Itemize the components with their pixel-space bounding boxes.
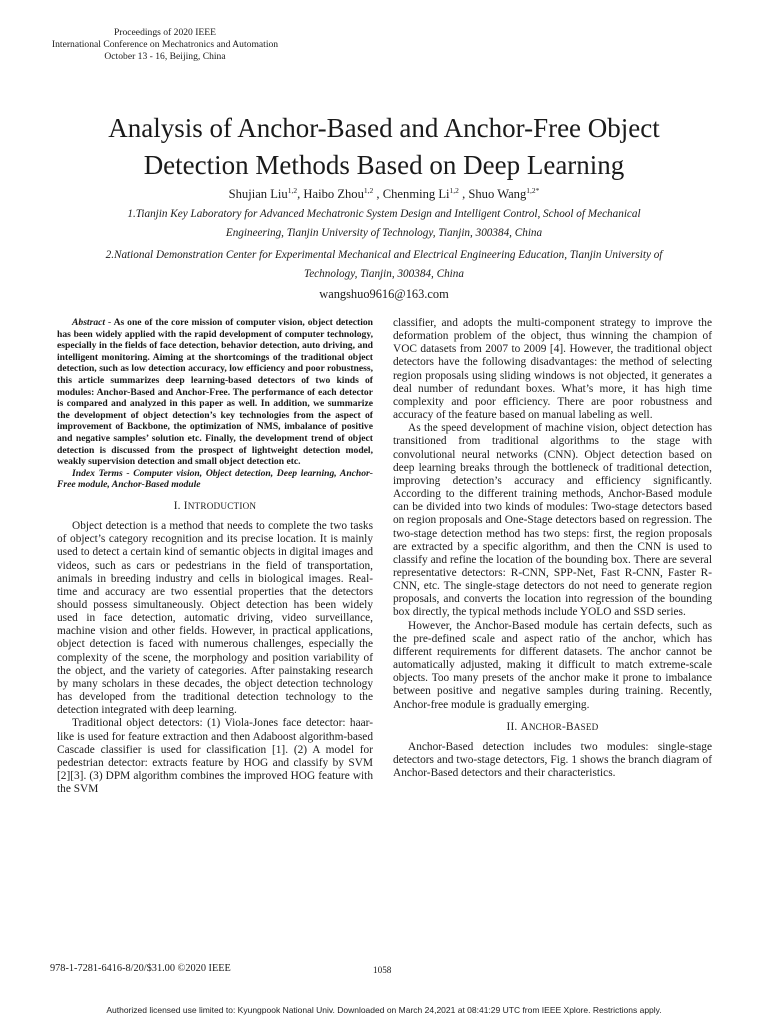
- index-terms: [57, 468, 373, 491]
- proceedings-line: Proceedings of 2020 IEEE: [113, 27, 217, 38]
- author-separator: ,: [373, 187, 383, 202]
- affiliation-1: [60, 205, 708, 242]
- abstract-text: As one of the core mission of computer vision, object detection has been widely applied with the rapid development of computer technology, especially in the fields of face detection, behavior detection, auto driving, and intelligent monitoring. Aiming at the shortcomings of the traditional object detection, such as low detection accuracy, low efficiency and poor robustness, this article summarizes deep learning-based detectors of two kinds of modules: Anchor-Based and Anchor-Free. The performance of each detector is compared and analyzed in this paper as well. In addition, we summarize the development of object detection’s key technologies from the aspect of improvement of Backbone, the optimization of NMS, imbalance of positive and negative samples’ solution etc. Finally, the development trend of object detection is discussed from the prospect of lightweight detection model, weakly supervision detection and small object detection etc.: [57, 317, 373, 468]
- title-line-1: Analysis of Anchor-Based and Anchor-Free Object: [108, 113, 660, 143]
- section-heading-initial: B: [565, 720, 574, 733]
- body-paragraph: Traditional object detectors: (1) Viola-Jones face detector: haar-like is used for feature extraction and then Adaboost algorithm-based Cascade classifier is used for classification [1]. (2) A model for pedestrian detector: extracts feature by HOG and classify by SVM [2][3]. (3) DPM algorithm combines the improved HOG feature with the SVM: [57, 717, 373, 796]
- license-notice: Authorized licensed use limited to: Kyungpook National Univ. Downloaded on March 24,2021 at 08:41:29 UTC from IEEE Xplore. Restrictions apply.: [106, 1005, 662, 1015]
- abstract: [57, 317, 373, 468]
- section-heading-initial: I: [183, 499, 188, 512]
- index-terms-text: Computer vision, Object detection, Deep learning, Anchor-Free module, Anchor-Based module: [57, 467, 373, 491]
- section-numeral: II.: [506, 720, 518, 733]
- author-separator: ,: [297, 187, 304, 202]
- conference-date-line: October 13 - 16, Beijing, China: [104, 51, 226, 62]
- author-name: Haibo Zhou: [303, 187, 364, 202]
- conference-name-line: International Conference on Mechatronics and Automation: [51, 39, 279, 50]
- affiliation-2-line-1: 2.National Demonstration Center for Experimental Mechanical and Electrical Engineering Education, Tianjin University of: [105, 249, 663, 261]
- section-heading-introduction: [57, 500, 373, 513]
- abstract-label: Abstract -: [72, 317, 112, 328]
- author-list: [0, 183, 768, 202]
- body-paragraph: Object detection is a method that needs to complete the two tasks of object’s category recognition and its precise location. It is mainly used to detect a certain kind of semantic objects in digital images and videos, such as cars or pedestrians in the field of transportation, animals in breeding industry and cells in biological images. Real-time and accuracy are two essential properties that the detectors should possess simultaneously. Object detection has been widely used in face detection, automatic driving, video surveillance, machine vision and other fields. However, in practical applications, object detection is faced with numerous challenges, especially the complexity of the scene, the morphology and position variability of the object, and the variety of categories. After painstaking research by many scholars in these decades, the object detection technology has developed from the traditional detection technology to the detection integrated with deep learning.: [57, 520, 373, 717]
- section-heading-initial: A: [520, 720, 529, 733]
- paper-title: [40, 110, 728, 184]
- affiliation-2: [60, 246, 708, 283]
- section-numeral: I.: [173, 499, 181, 512]
- author-affiliation-mark: 1,2: [287, 186, 298, 195]
- author-name: Chenming Li: [382, 187, 450, 202]
- contact-email: wangshuo9616@163.com: [319, 287, 449, 301]
- section-heading-rest: ASED: [573, 721, 599, 732]
- body-paragraph: As the speed development of machine vision, object detection has transitioned from traditional algorithms to the stage with convolutional neural networks (CNN). Object detection based on deep learning breaks through the bottleneck of traditional detection, improving detection’s accuracy and efficiency significantly. According to the different training methods, Anchor-Based module can be divided into two kinds of modules: Two-stage detectors based on region proposals and One-Stage detectors based on regression. The two-stage detection method has two steps: first, the region proposals are extracted by a specific algorithm, and then the CNN is used to classify and refine the location of the bounding box. There are several representative detectors: R-CNN, SPP-Net, Fast R-CNN, Faster R-CNN, etc. The single-stage detectors do not need to generate region proposals, and converts the location into regression of the bounding box directly, the typical methods include YOLO and SSD series.: [393, 422, 712, 619]
- author-name: Shujian Liu: [228, 187, 288, 202]
- section-heading-anchor-based: [393, 721, 712, 734]
- affiliation-1-line-1: 1.Tianjin Key Laboratory for Advanced Mechatronic System Design and Intelligent Control, School of Mechanical: [127, 208, 641, 220]
- author-affiliation-mark: 1,2: [449, 186, 459, 195]
- section-heading-rest: NCHOR: [528, 721, 562, 732]
- author-name: Shuo Wang: [468, 187, 527, 202]
- author-affiliation-mark: 1,2: [363, 186, 374, 195]
- body-paragraph-continued: classifier, and adopts the multi-component strategy to improve the deformation problem of the object, thus winning the champion of VOC datasets from 2007 to 2009 [4]. However, the traditional object detectors have the following disadvantages: the method of selecting region proposals using sliding windows is not objected, it generates a deal number of redundant boxes. What’s more, it has high time complexity and poor efficiency. There are poor robustness and accuracy of the feature based on manual labeling as well.: [393, 317, 712, 422]
- body-paragraph: Anchor-Based detection includes two modules: single-stage detectors and two-stage detectors, Fig. 1 shows the branch diagram of Anchor-Based detectors and their characteristics.: [393, 740, 712, 780]
- title-line-2: Detection Methods Based on Deep Learning: [143, 150, 625, 180]
- conference-header: [30, 27, 300, 63]
- affiliation-2-line-2: Technology, Tianjin, 300384, China: [304, 267, 464, 280]
- section-heading-rest: NTRODUCTION: [187, 500, 257, 511]
- left-column: [57, 317, 373, 796]
- page-number: 1058: [373, 965, 392, 975]
- affiliation-1-line-2: Engineering, Tianjin University of Technology, Tianjin, 300384, China: [225, 226, 543, 239]
- author-affiliation-mark: 1,2*: [526, 186, 540, 195]
- author-separator: ,: [458, 187, 469, 202]
- isbn-copyright: 978-1-7281-6416-8/20/$31.00 ©2020 IEEE: [50, 963, 231, 974]
- section-heading-dash: -: [562, 720, 566, 733]
- body-paragraph: However, the Anchor-Based module has certain defects, such as the pre-defined scale and aspect ratio of the anchor, which has different requirements for different datasets. The anchor cannot be automatically adjusted, making it difficult to match extreme-scale objects. Too many presets of the anchor make it prone to imbalance between positive and negative samples during training. Recently, Anchor-free module is gradually emerging.: [393, 619, 712, 711]
- index-terms-label: Index Terms -: [72, 467, 130, 479]
- right-column: [393, 317, 712, 780]
